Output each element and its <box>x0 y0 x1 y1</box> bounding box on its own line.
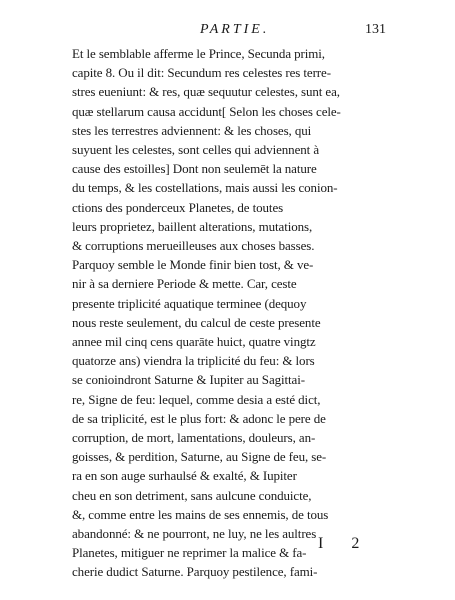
text-line: cherie dudict Saturne. Parquoy pestilence, fami- <box>72 564 318 580</box>
text-line: ctions des ponderceux Planetes, de toutes <box>72 199 284 215</box>
text-line: quatorze ans) viendra la triplicité du feu: & lors <box>72 353 315 369</box>
page-number: 131 <box>365 22 386 37</box>
text-line: nir à sa derniere Periode & mette. Car, ceste <box>72 276 297 292</box>
text-line: leurs proprietez, baillent alterations, mutations, <box>72 218 313 234</box>
text-line: Et le semblable afferme le Prince, Secunda primi, <box>72 46 325 61</box>
text-line: capite 8. Ou il dit: Secundum res celestes res terre- <box>72 65 331 81</box>
text-line: de sa triplicité, est le plus fort: & adonc le pere de <box>72 410 326 426</box>
text-line: cause des estoilles] Dont non seulemēt la nature <box>72 161 317 177</box>
text-line: presente triplicité aquatique terminee (dequoy <box>72 295 307 311</box>
text-line: ra en son auge surhaulsé & exalté, & Iupiter <box>72 468 297 484</box>
text-line: du temps, & les costellations, mais aussi les conion- <box>72 180 338 196</box>
text-line: re, Signe de feu: lequel, comme desia a esté dict, <box>72 391 321 407</box>
text-line: abandonné: & ne pourront, ne luy, ne les aultres <box>72 526 317 542</box>
text-line: stes les terrestres adviennent: & les choses, qui <box>72 122 312 138</box>
text-line: suyuent les celestes, sont celles qui adviennent à <box>72 142 319 158</box>
text-line: quæ stellarum causa accidunt[ Selon les choses cele- <box>72 103 341 119</box>
text-line: Parquoy semble le Monde finir bien tost, & ve- <box>72 257 314 273</box>
text-line: corruption, de mort, lamentations, douleurs, an- <box>72 430 316 446</box>
running-head: PARTIE. <box>200 22 270 37</box>
text-line: Planetes, mitiguer ne reprimer la malice & fa- <box>72 545 307 561</box>
text-line: &, comme entre les mains de ses ennemis, de tous <box>72 506 329 522</box>
page-header <box>70 22 386 40</box>
text-line: cheu en son detriment, sans aulcune conduicte, <box>72 487 312 503</box>
text-line: & corruptions merueilleuses aux choses basses. <box>72 238 315 254</box>
text-line: annee mil cinq cens quarāte huict, quatre vingtz <box>72 334 316 350</box>
text-line: goisses, & perdition, Saturne, au Signe de feu, se- <box>72 449 327 465</box>
text-line: stres eueniunt: & res, quæ sequutur celestes, sunt ea, <box>72 84 340 100</box>
text-line: se conioindront Saturne & Iupiter au Sagittai- <box>72 372 305 388</box>
body-text <box>72 44 392 582</box>
signature-mark: I 2 <box>318 535 372 552</box>
text-line: nous reste seulement, du calcul de ceste presente <box>72 314 321 330</box>
